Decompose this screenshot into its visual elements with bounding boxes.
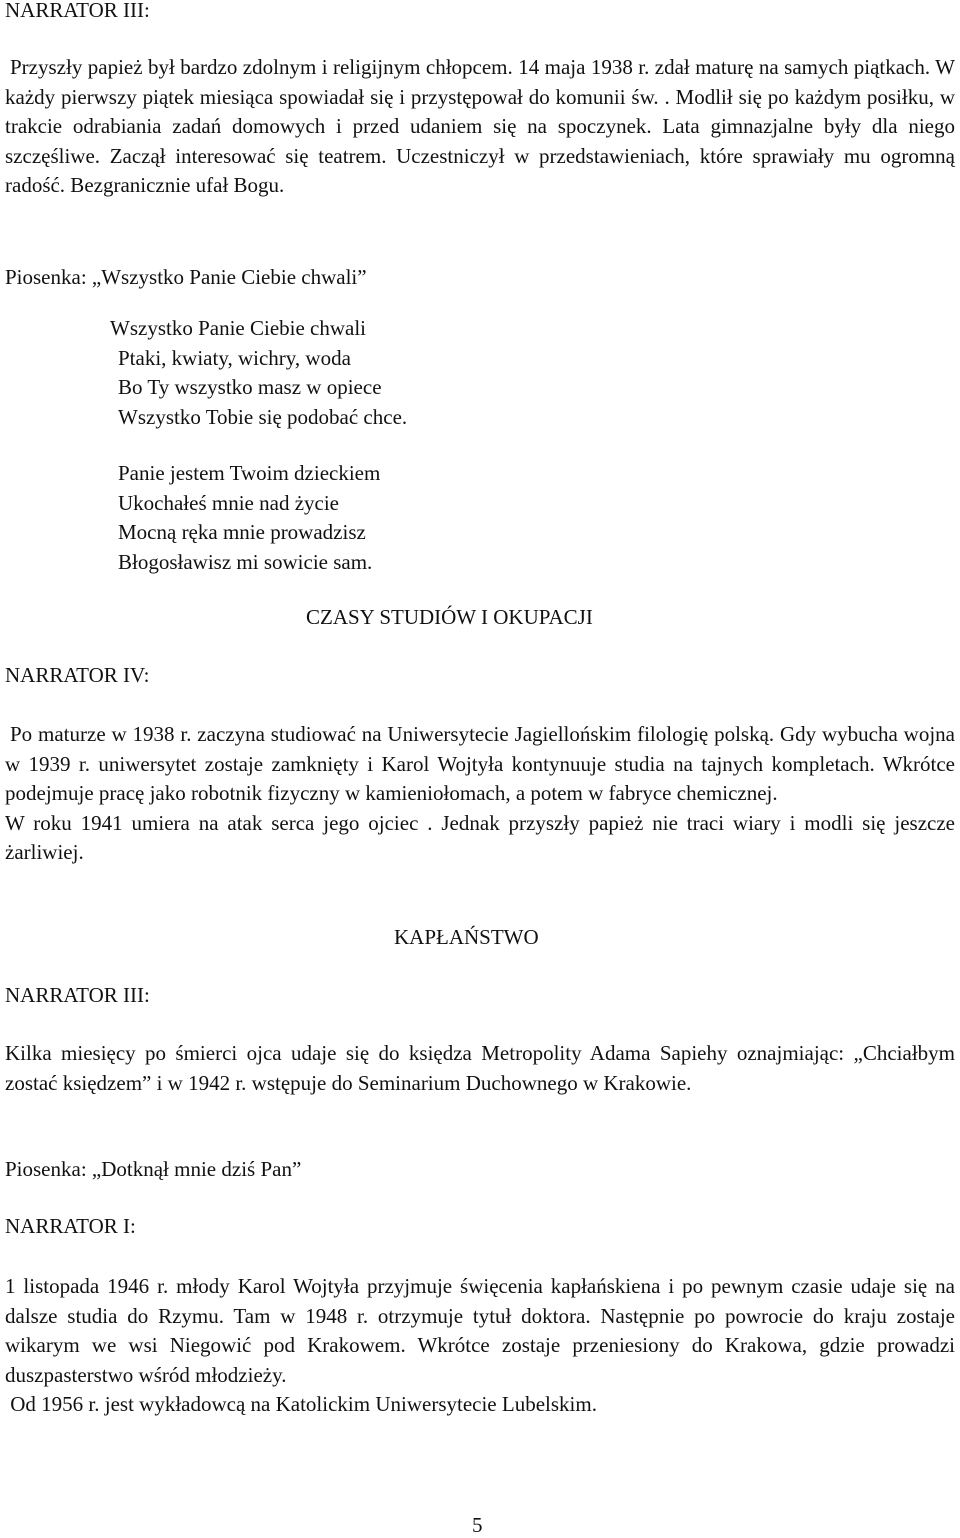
speaker-label-narrator-iv: NARRATOR IV: bbox=[5, 663, 150, 687]
paragraph-ordination bbox=[5, 1272, 955, 1420]
paragraph-text: Przyszły papież był bardzo zdolnym i religijnym chłopcem. 14 maja 1938 r. zdał maturę na samych piątkach. W każdy pierwszy piątek miesiąca spowiadał się i przystępował do komunii św. . Modlił się po każdym posiłku, w trakcie odrabiania zadań domowych i przed udaniem się na spoczynek. Lata gimnazjalne były dla niego szczęśliwe. Zaczął interesować się teatrem. Uczestniczył w przedstawieniach, które sprawiały mu ogromną radość. Bezgranicznie ufał Bogu. bbox=[5, 55, 955, 197]
paragraph-text: 1 listopada 1946 r. młody Karol Wojtyła przyjmuje święcenia kapłańskiena i po pewnym czasie udaje się na dalsze studia do Rzymu. Tam w 1948 r. otrzymuje tytuł doktora. Następnie po powrocie do kraju zostaje wikarym we wsi Niegowić pod Krakowem. Wkrótce zostaje przeniesiony do Krakowa, gdzie prowadzi duszpasterstwo wśród młodzieży. bbox=[5, 1274, 955, 1387]
paragraph-seminary bbox=[5, 1039, 955, 1098]
paragraph-text: Kilka miesięcy po śmierci ojca udaje się do księdza Metropolity Adama Sapiehy oznajmiając: „Chciałbym zostać księdzem” i w 1942 r. wstępuje do Seminarium Duchownego w Krakowie. bbox=[5, 1041, 955, 1095]
paragraph-text: Od 1956 r. jest wykładowcą na Katolickim Uniwersytecie Lubelskim. bbox=[5, 1392, 597, 1416]
song-line: Ukochałeś mnie nad życie bbox=[118, 490, 339, 515]
song-line: Wszystko Panie Ciebie chwali bbox=[110, 316, 367, 340]
song-line: Błogosławisz mi sowicie sam. bbox=[118, 549, 373, 574]
section-heading-priesthood: KAPŁAŃSTWO bbox=[394, 925, 539, 949]
song-line: Bo Ty wszystko masz w opiece bbox=[118, 375, 382, 399]
song-title-dotknal: Piosenka: „Dotknął mnie dziś Pan” bbox=[5, 1157, 302, 1181]
paragraph-childhood bbox=[5, 53, 955, 201]
song-line: Mocną ręka mnie prowadzisz bbox=[118, 520, 366, 544]
speaker-label-narrator-iii: NARRATOR III: bbox=[5, 983, 150, 1007]
song-line: Panie jestem Twoim dzieckiem bbox=[118, 461, 381, 485]
paragraph-text: W roku 1941 umiera na atak serca jego ojciec . Jednak przyszły papież nie traci wiary i modli się jeszcze żarliwiej. bbox=[5, 810, 955, 864]
speaker-label-narrator-i: NARRATOR I: bbox=[5, 1214, 136, 1238]
song-line: Ptaki, kwiaty, wichry, woda bbox=[118, 345, 351, 370]
speaker-label-narrator-iii: NARRATOR III: bbox=[5, 0, 150, 22]
song-stanza-1 bbox=[110, 314, 407, 432]
paragraph-text: Po maturze w 1938 r. zaczyna studiować na Uniwersytecie Jagiellońskim filologię polską. Gdy wybucha wojna w 1939 r. uniwersytet zostaje zamknięty i Karol Wojtyła kontynuuje studia na tajnych kompletach. Wkrótce podejmuje pracę jako robotnik fizyczny w kamieniołomach, a potem w fabryce chemicznej. bbox=[5, 722, 955, 805]
song-stanza-2 bbox=[118, 459, 380, 577]
section-heading-studies: CZASY STUDIÓW I OKUPACJI bbox=[306, 605, 593, 629]
song-title-wszystko: Piosenka: „Wszystko Panie Ciebie chwali” bbox=[5, 265, 367, 289]
paragraph-studies bbox=[5, 720, 955, 868]
page-number: 5 bbox=[472, 1513, 483, 1537]
song-line: Wszystko Tobie się podobać chce. bbox=[118, 404, 408, 429]
